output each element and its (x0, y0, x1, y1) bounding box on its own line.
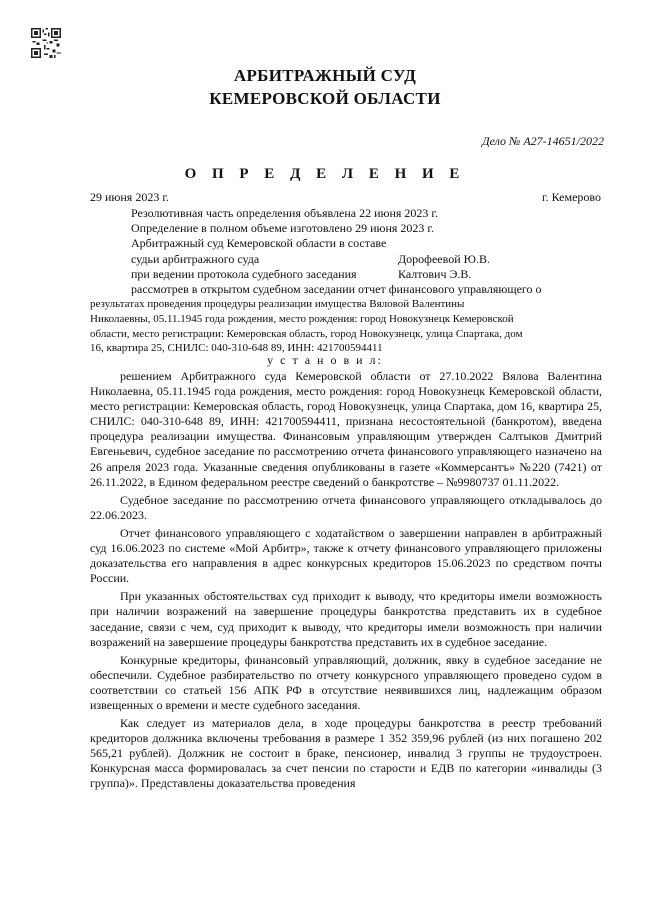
paragraph-decision: решением Арбитражного суда Кемеровской области от 27.10.2022 Вялова Валентина Николаевна, 05.11.1945 года рождения, место рождения: город Новокузнецк Кемеровской области, место регистрации: Кемеровская область, город Новокузнецк, улица Спартака, дом 16, квартира 25, СНИЛС: 040-310-648 89, ИНН: 421700594411, признана несостоятельной (банкротом), введена процедура реализации имущества. Финансовым управляющим утвержден Салтыков Дмитрий Евгеньевич, судебное заседание по рассмотрению отчета финансового управляющего назначено на 26 апреля 2023 года. Указанные сведения опубликованы в газете «Коммерсантъ» №220 (7421) от 26.11.2022, в Едином федеральном реестре сведений о банкротстве – №9980737 01.11.2022. (90, 369, 602, 489)
intro-full-text-date: Определение в полном объеме изготовлено 29 июня 2023 г. (131, 221, 434, 235)
ruling-body (90, 369, 602, 792)
intro-judge-name: Дорофеевой Ю.В. (398, 252, 490, 266)
document-title: О П Р Е Д Е Л Е Н И Е (184, 166, 466, 182)
qr-code (31, 28, 61, 58)
intro-resolutive-part: Резолютивная часть определения объявлена 22 июня 2023 г. (131, 206, 438, 220)
paragraph-conclusion: При указанных обстоятельствах суд приходит к выводу, что кредиторы имели возможность при наличии возражений на завершение процедуры банкротства представить их в судебное заседание, связи с чем, суд приходит к выводу, что кредиторы имели возможность при наличии возражений на завершение процедуры банкротства представить их в судебное заседание. (90, 589, 602, 649)
paragraph-adjournment: Судебное заседание по рассмотрению отчета финансового управляющего откладывалось до 22.06.2023. (90, 492, 602, 522)
intro-clerk-name: Калтович Э.В. (398, 267, 472, 281)
court-name-line2: КЕМЕРОВСКОЙ ОБЛАСТИ (209, 89, 441, 108)
court-name-line1: АРБИТРАЖНЫЙ СУД (233, 66, 417, 85)
ruling-city: г. Кемерово (542, 190, 601, 204)
intro-court-composition: Арбитражный суд Кемеровской области в составе (131, 236, 387, 250)
paragraph-attendance: Конкурные кредиторы, финансовый управляющий, должник, явку в судебное заседание не обеспечили. Судебное разбирательство по отчету конкурсного управляющего проведено судом в соответствии со статьей 156 АПК РФ в отсутствие неявившихся лиц, надлежащим образом извещенных о времени и месте судебного заседания. (90, 652, 602, 712)
paragraph-report: Отчет финансового управляющего с ходатайством о завершении направлен в арбитражный суд 16.06.2023 по системе «Мой Арбитр», также к отчету финансового управляющего приложены доказательства его направления в адрес конкурсных кредиторов 15.06.2023 по средством почты России. (90, 525, 602, 586)
intro-considered: рассмотрев в открытом судебном заседании отчет финансового управляющего о (131, 282, 542, 296)
paragraph-claims: Как следует из материалов дела, в ходе процедуры банкротства в реестр требований кредиторов должника включены требования в размере 1 352 359,96 рублей (из них погашено 202 565,21 рублей). Должник не состоит в браке, пенсионер, инвалид 3 группы не трудоустроен. Конкурсная масса формировалась за счет пенсии по старости и ЕДВ по категории «инвалиды (3 группа)». Представлены доказательства проведения (90, 716, 602, 791)
intro-debtor-line2: Николаевны, 05.11.1945 года рождения, место рождения: город Новокузнецк Кемеровской (90, 313, 514, 325)
intro-clerk-label: при ведении протокола судебного заседания (131, 267, 357, 281)
ruling-date: 29 июня 2023 г. (90, 190, 169, 204)
established-heading: у с т а н о в и л: (267, 353, 383, 367)
intro-debtor-line4: 16, квартира 25, СНИЛС: 040-310-648 89, ИНН: 421700594411 (90, 342, 383, 354)
intro-judge-label: судьи арбитражного суда (131, 252, 260, 266)
intro-debtor-line1: результатах проведения процедуры реализации имущества Вяловой Валентины (90, 298, 465, 310)
intro-debtor-line3: области, место регистрации: Кемеровская область, город Новокузнецк, улица Спартака, дом (90, 328, 523, 340)
case-number: Дело № А27-14651/2022 (481, 134, 604, 148)
